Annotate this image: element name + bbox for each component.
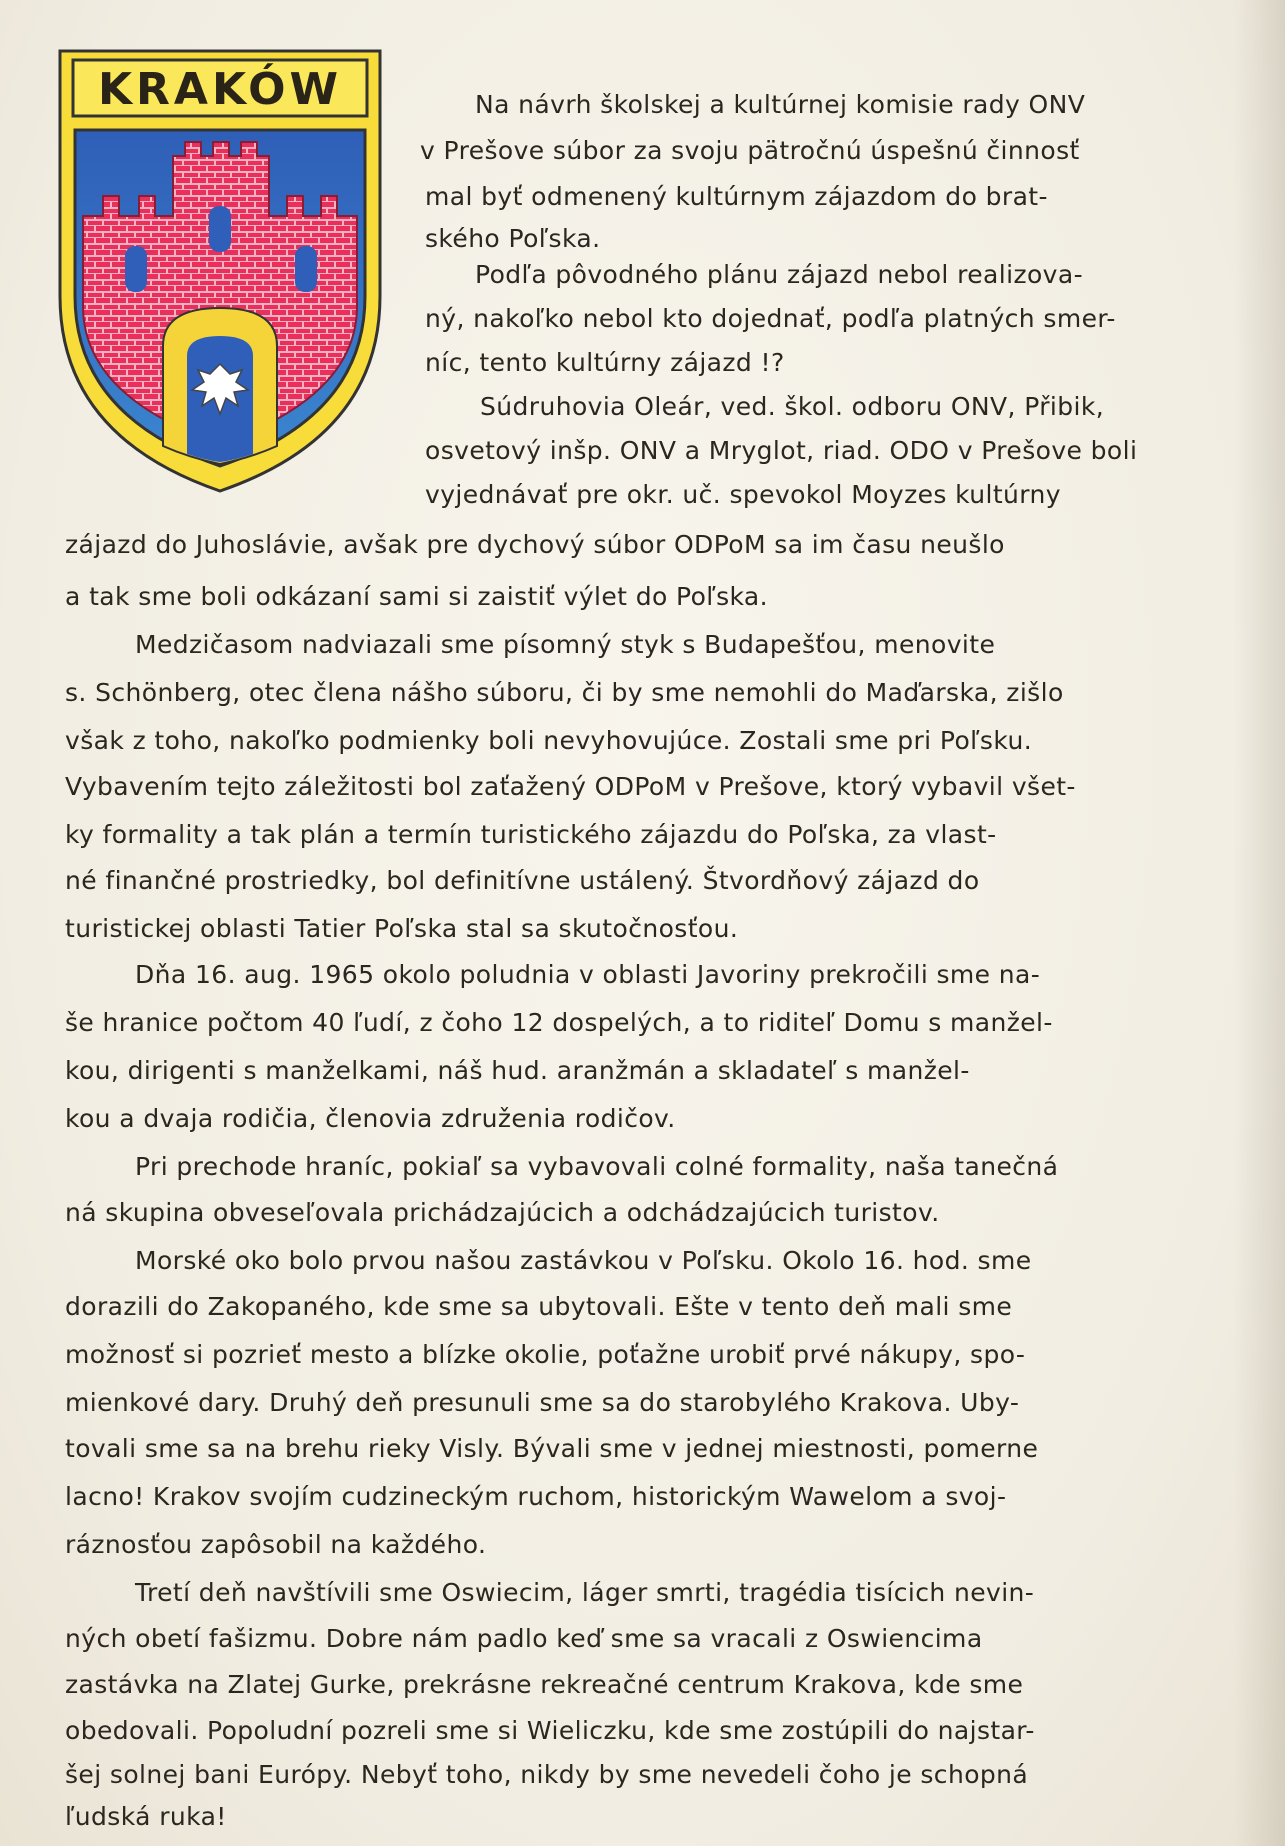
text-line: obedovali. Popoludní pozreli sme si Wieliczku, kde sme zostúpili do najstar- bbox=[65, 1716, 1035, 1745]
text-line: zájazd do Juhoslávie, avšak pre dychový súbor ODPoM sa im času neušlo bbox=[65, 530, 1005, 559]
text-line: ky formality a tak plán a termín turistického zájazdu do Poľska, za vlast- bbox=[65, 820, 997, 849]
crest-title: KRAKÓW bbox=[97, 64, 343, 115]
text-line: ných obetí fašizmu. Dobre nám padlo keď sme sa vracali z Oswiencima bbox=[65, 1624, 983, 1653]
text-line: ľudská ruka! bbox=[65, 1802, 227, 1831]
text-line: lacno! Krakov svojím cudzineckým ruchom, historickým Wawelom a svoj- bbox=[65, 1482, 1007, 1511]
text-line: Na návrh školskej a kultúrnej komisie rady ONV bbox=[475, 90, 1086, 119]
text-line: Dňa 16. aug. 1965 okolo poludnia v oblasti Javoriny prekročili sme na- bbox=[135, 960, 1041, 989]
text-line: ný, nakoľko nebol kto dojednať, podľa platných smer- bbox=[425, 304, 1116, 333]
text-line: a tak sme boli odkázaní sami si zaistiť výlet do Poľska. bbox=[65, 582, 769, 611]
text-line: osvetový inšp. ONV a Mryglot, riad. ODO v Prešove boli bbox=[425, 436, 1138, 465]
text-line: Morské oko bolo prvou našou zastávkou v Poľsku. Okolo 16. hod. sme bbox=[135, 1246, 1032, 1275]
text-line: ná skupina obveseľovala prichádzajúcich a odchádzajúcich turistov. bbox=[65, 1198, 940, 1227]
text-line: Súdruhovia Oleár, ved. škol. odboru ONV, Přibik, bbox=[480, 392, 1105, 421]
text-line: s. Schönberg, otec člena nášho súboru, či by sme nemohli do Maďarska, zišlo bbox=[65, 678, 1064, 707]
text-line: turistickej oblasti Tatier Poľska stal sa skutočnosťou. bbox=[65, 914, 739, 943]
text-line: Pri prechode hraníc, pokiaľ sa vybavovali colné formality, naša tanečná bbox=[135, 1152, 1059, 1181]
text-line: Tretí deň navštívili sme Oswiecim, láger smrti, tragédia tisícich nevin- bbox=[135, 1578, 1035, 1607]
text-line: mal byť odmenený kultúrnym zájazdom do brat- bbox=[425, 182, 1048, 211]
text-line: dorazili do Zakopaného, kde sme sa ubytovali. Ešte v tento deň mali sme bbox=[65, 1292, 1013, 1321]
text-line: níc, tento kultúrny zájazd !? bbox=[425, 348, 785, 377]
text-line: ského Poľska. bbox=[425, 224, 601, 253]
text-line: kou a dvaja rodičia, členovia združenia rodičov. bbox=[65, 1104, 676, 1133]
text-line: vyjednávať pre okr. uč. spevokol Moyzes kultúrny bbox=[425, 480, 1061, 509]
text-line: kou, dirigenti s manželkami, náš hud. aranžmán a skladateľ s manžel- bbox=[65, 1056, 970, 1085]
text-line: však z toho, nakoľko podmienky boli nevyhovujúce. Zostali sme pri Poľsku. bbox=[65, 726, 1033, 755]
text-line: zastávka na Zlatej Gurke, prekrásne rekreačné centrum Krakova, kde sme bbox=[65, 1670, 1024, 1699]
text-line: Vybavením tejto záležitosti bol zaťažený ODPoM v Prešove, ktorý vybavil všet- bbox=[65, 772, 1076, 801]
text-line: né finančné prostriedky, bol definitívne ustálený. Štvordňový zájazd do bbox=[65, 866, 980, 895]
text-line: tovali sme sa na brehu rieky Visly. Bývali sme v jednej miestnosti, pomerne bbox=[65, 1434, 1039, 1463]
text-line: Podľa pôvodného plánu zájazd nebol realizova- bbox=[475, 260, 1084, 289]
text-line: ráznosťou zapôsobil na každého. bbox=[65, 1530, 487, 1559]
text-line: Medzičasom nadviazali sme písomný styk s Budapešťou, menovite bbox=[135, 630, 996, 659]
text-line: v Prešove súbor za svoju pätročnú úspešnú činnosť bbox=[420, 136, 1080, 165]
text-line: mienkové dary. Druhý deň presunuli sme sa do starobylého Krakova. Uby- bbox=[65, 1388, 1020, 1417]
text-line: šej solnej bani Európy. Nebyť toho, nikdy by sme nevedeli čoho je schopná bbox=[65, 1760, 1029, 1789]
text-line: še hranice počtom 40 ľudí, z čoho 12 dospelých, a to riditeľ Domu s manžel- bbox=[65, 1008, 1053, 1037]
text-line: možnosť si pozrieť mesto a blízke okolie, poťažne urobiť prvé nákupy, spo- bbox=[65, 1340, 1026, 1369]
